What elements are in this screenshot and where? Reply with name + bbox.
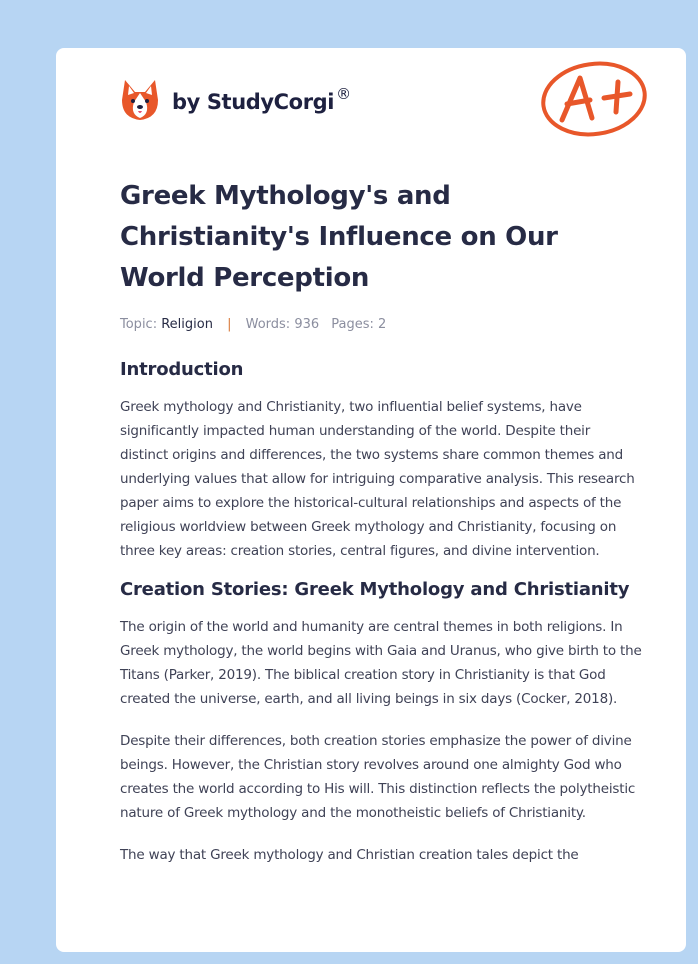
article [120,176,642,867]
section-heading-introduction: Introduction [120,359,244,380]
article-title: Greek Mythology's and Christianity's Influence on Our World Perception [120,181,558,293]
grade-badge [540,60,648,138]
registered-mark: ® [336,85,351,103]
paragraph: The way that Greek mythology and Christian creation tales depict the [120,847,579,863]
page-count: Pages: 2 [331,317,387,332]
brand-name[interactable]: by StudyCorgi ® [172,85,351,114]
paragraph: Greek mythology and Christianity, two influential belief systems, have significantly impacted human understanding of the world. Despite their distinct origins and differences, the two systems share common themes and underlying values that allow for intriguing comparative analysis. This research paper aims to explore the historical-cultural relationships and aspects of the religious worldview between Greek mythology and Christianity, focusing on three key areas: creation stories, central figures, and divine intervention. [120,399,635,559]
article-meta [120,315,642,335]
site-header [120,76,351,124]
meta-separator: | [227,317,232,332]
corgi-icon [120,78,160,122]
section-heading-creation-stories: Creation Stories: Greek Mythology and Christianity [120,579,630,600]
paragraph: The origin of the world and humanity are central themes in both religions. In Greek mythology, the world begins with Gaia and Uranus, who give birth to the Titans (Parker, 2019). The biblical creation story in Christianity is that God created the universe, earth, and all living beings in six days (Cocker, 2018). [120,619,642,707]
document-card [56,48,686,952]
topic-label: Topic: [120,317,158,332]
word-count: Words: 936 [245,317,320,332]
paragraph: Despite their differences, both creation stories emphasize the power of divine beings. However, the Christian story revolves around one almighty God who creates the world according to His will. This distinction reflects the polytheistic nature of Greek mythology and the monotheistic beliefs of Christianity. [120,733,636,821]
topic-value[interactable]: Religion [161,317,213,332]
